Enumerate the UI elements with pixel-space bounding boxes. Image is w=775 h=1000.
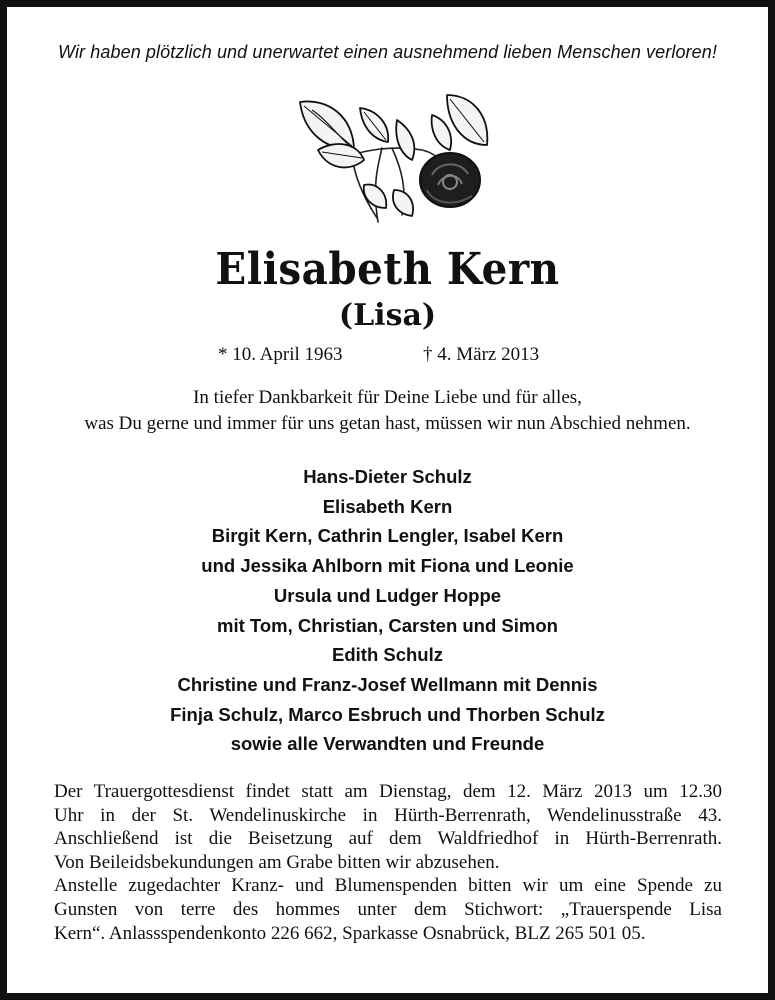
notice-line: Kern“. Anlassspendenkonto 226 662, Sparkasse Osnabrück, BLZ 265 501 05. [54,922,646,944]
mourner-line: Finja Schulz, Marco Esbruch und Thorben Schulz [170,703,605,725]
service-notice [54,780,722,945]
mourner-line: und Jessika Ahlborn mit Fiona und Leonie [201,555,574,577]
mourner-line: mit Tom, Christian, Carsten und Simon [217,614,558,636]
death-date: † 4. März 2013 [423,344,540,365]
quote-line: In tiefer Dankbarkeit für Deine Liebe und für alles, [193,387,582,408]
notice-line: Anstelle zugedachter Kranz- und Blumenspenden bitten wir um eine Spende zu [54,875,722,897]
deceased-nickname: (Lisa) [338,298,437,333]
notice-line: Anschließend ist die Beisetzung auf dem Waldfriedhof in Hürth-Berrenrath. [54,828,722,850]
mourner-line: Ursula und Ludger Hoppe [273,584,502,606]
notice-line: Von Beileidsbekundungen am Grabe bitten wir abzusehen. [54,851,500,873]
deceased-name: Elisabeth Kern [215,244,560,295]
birth-date: * 10. April 1963 [218,344,343,365]
mourner-line: Edith Schulz [332,644,443,666]
mourner-line: Hans-Dieter Schulz [303,466,472,487]
notice-line: Uhr in der St. Wendelinuskirche in Hürth-Berrenrath, Wendelinusstraße 43. [54,804,722,826]
mourner-line: Elisabeth Kern [322,495,453,517]
rose-with-leaves-icon [282,90,497,240]
notice-line: Gunsten von terre des hommes unter dem Stichwort: „Trauerspende Lisa [54,898,722,920]
intro-text: Wir haben plötzlich und unerwartet einen ausnehmend lieben Menschen verloren! [58,42,717,62]
notice-line: Der Trauergottesdienst findet statt am Dienstag, dem 12. März 2013 um 12.30 [54,781,722,802]
mourner-line: Christine und Franz-Josef Wellmann mit Dennis [177,673,598,695]
mourner-line: Birgit Kern, Cathrin Lengler, Isabel Kern [211,525,564,547]
mourner-line: sowie alle Verwandten und Freunde [230,733,545,755]
mourners-list [0,462,775,759]
quote-line: was Du gerne und immer für uns getan hast, müssen wir nun Abschied nehmen. [84,413,691,434]
